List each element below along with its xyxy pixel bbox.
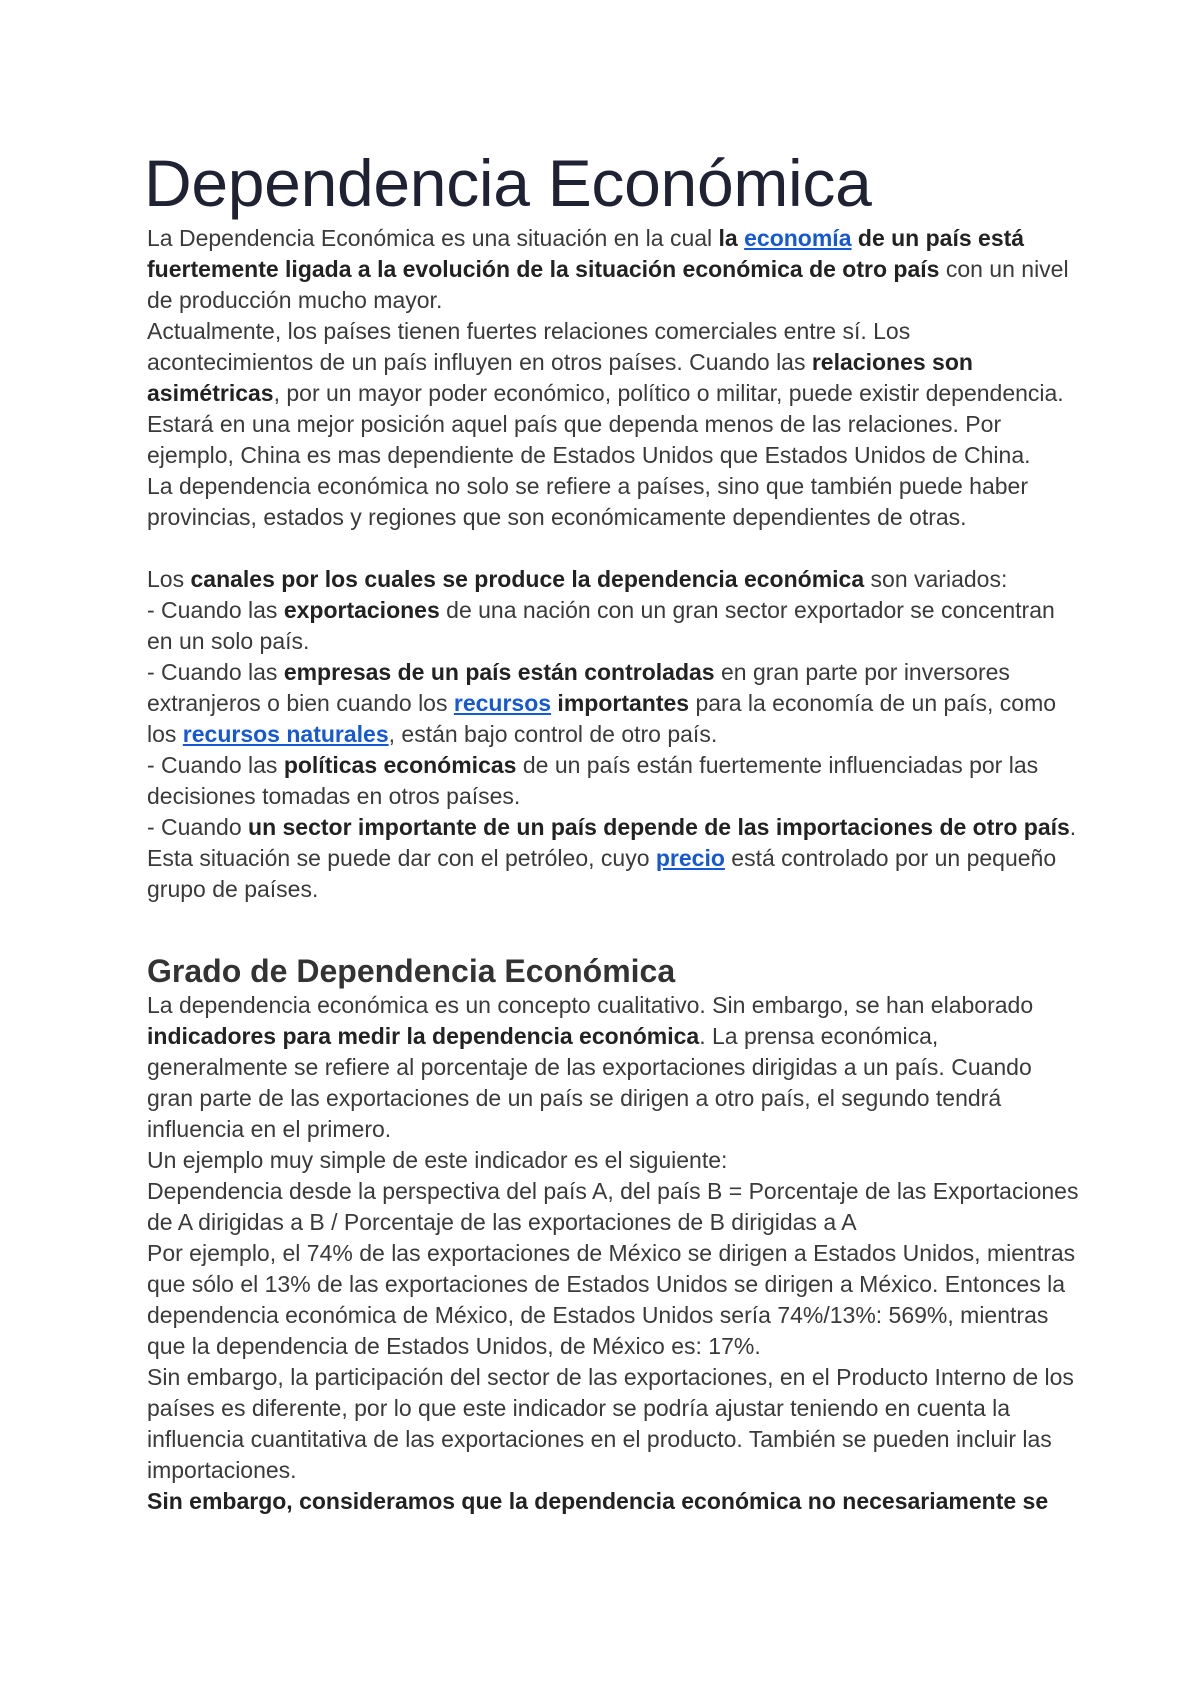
- link-recursos[interactable]: recursos: [453, 690, 552, 716]
- page-title: Dependencia Económica: [144, 146, 872, 220]
- bold-text: relaciones son asimétricas: [147, 349, 973, 406]
- bold-text: de un país está fuertemente ligada a la evolución de la situación económica de otro país: [147, 225, 1025, 282]
- text-span: , por un mayor poder económico, político o militar, puede existir dependencia. Estará en una mejor posición aquel país que dependa menos de las relaciones. Por ejemplo, China es mas dependiente de Estados Unidos que Estados Unidos de China.: [147, 380, 1064, 468]
- bold-text: Sin embargo, consideramos que la dependencia económica no necesariamente se: [147, 1488, 1049, 1514]
- text-span: para la economía de un país, como los: [147, 690, 1057, 747]
- list-item-imports: [147, 812, 1082, 905]
- text-span: con un nivel de producción mucho mayor.: [147, 256, 1069, 313]
- link-precio[interactable]: precio: [655, 845, 725, 871]
- text-span: son variados:: [864, 566, 1008, 592]
- paragraph-relations: [147, 316, 1082, 471]
- link-recursos-naturales[interactable]: recursos naturales: [182, 721, 389, 747]
- paragraph-channels: [147, 564, 1082, 595]
- document-page: [144, 140, 1082, 1517]
- text-span: - Cuando las: [147, 597, 284, 623]
- list-item-exports: [147, 595, 1082, 657]
- section-gap: [147, 905, 1082, 950]
- bold-text: indicadores para medir la dependencia económica: [147, 1023, 700, 1049]
- text-span: de un país están fuertemente influenciadas por las decisiones tomadas en otros países.: [147, 752, 1039, 809]
- bold-text: canales por los cuales se produce la dependencia económica: [190, 566, 865, 592]
- bold-text: exportaciones: [283, 597, 440, 623]
- text-span: , están bajo control de otro país.: [388, 721, 718, 747]
- paragraph-intro: [147, 223, 1082, 316]
- text-span: La dependencia económica es un concepto cualitativo. Sin embargo, se han elaborado: [147, 992, 1034, 1018]
- paragraph-formula: Dependencia desde la perspectiva del país A, del país B = Porcentaje de las Exportaciones de A dirigidas a B / Porcentaje de las exportaciones de B dirigidas a A: [147, 1178, 1079, 1235]
- paragraph-adjustment: Sin embargo, la participación del sector de las exportaciones, en el Producto Interno de los países es diferente, por lo que este indicador se podría ajustar teniendo en cuenta la influencia cuantitativa de las exportaciones en el producto. También se pueden incluir las importaciones.: [147, 1364, 1074, 1483]
- text-span: - Cuando las: [147, 752, 284, 778]
- text-span: Actualmente, los países tienen fuertes relaciones comerciales entre sí. Los acontecimientos de un país influyen en otros países. Cuando las: [147, 318, 911, 375]
- bold-text: un sector importante de un país depende de las importaciones de otro país: [248, 814, 1070, 840]
- text-span: en gran parte por inversores extranjeros o bien cuando los: [147, 659, 1010, 716]
- text-span: . Esta situación se puede dar con el petróleo, cuyo: [147, 814, 1077, 871]
- bold-text: empresas de un país están controladas: [283, 659, 715, 685]
- list-item-policies: [147, 750, 1082, 812]
- section-heading: Grado de Dependencia Económica: [147, 953, 676, 989]
- link-economia[interactable]: economía: [744, 225, 852, 251]
- paragraph-qualitative: [147, 990, 1082, 1145]
- paragraph-regions: La dependencia económica no solo se refiere a países, sino que también puede haber provincias, estados y regiones que son económicamente dependientes de otras.: [147, 473, 1028, 530]
- bold-text: importantes: [551, 690, 690, 716]
- text-span: - Cuando: [147, 814, 249, 840]
- text-span: de una nación con un gran sector exportador se concentran en un solo país.: [147, 597, 1055, 654]
- blank-line: [147, 533, 1082, 564]
- paragraph-conclusion: [147, 1486, 1082, 1517]
- text-span: está controlado por un pequeño grupo de países.: [147, 845, 1057, 902]
- text-span: Los: [147, 566, 191, 592]
- text-span: - Cuando las: [147, 659, 284, 685]
- text-span: La Dependencia Económica es una situación en la cual: [147, 225, 719, 251]
- bold-text: políticas económicas: [283, 752, 517, 778]
- text-span: . La prensa económica, generalmente se refiere al porcentaje de las exportaciones dirigidas a un país. Cuando gran parte de las exportaciones de un país se dirigen a otro país, el segundo tendrá influencia en el primero.: [147, 1023, 1032, 1142]
- paragraph-mexico-example: Por ejemplo, el 74% de las exportaciones de México se dirigen a Estados Unidos, mientras que sólo el 13% de las exportaciones de Estados Unidos se dirigen a México. Entonces la dependencia económica de México, de Estados Unidos sería 74%/13%: 569%, mientras que la dependencia de Estados Unidos, de México es: 17%.: [147, 1240, 1076, 1359]
- bold-text: la: [718, 225, 745, 251]
- list-item-companies: [147, 657, 1082, 750]
- paragraph-example-intro: Un ejemplo muy simple de este indicador es el siguiente:: [147, 1147, 728, 1173]
